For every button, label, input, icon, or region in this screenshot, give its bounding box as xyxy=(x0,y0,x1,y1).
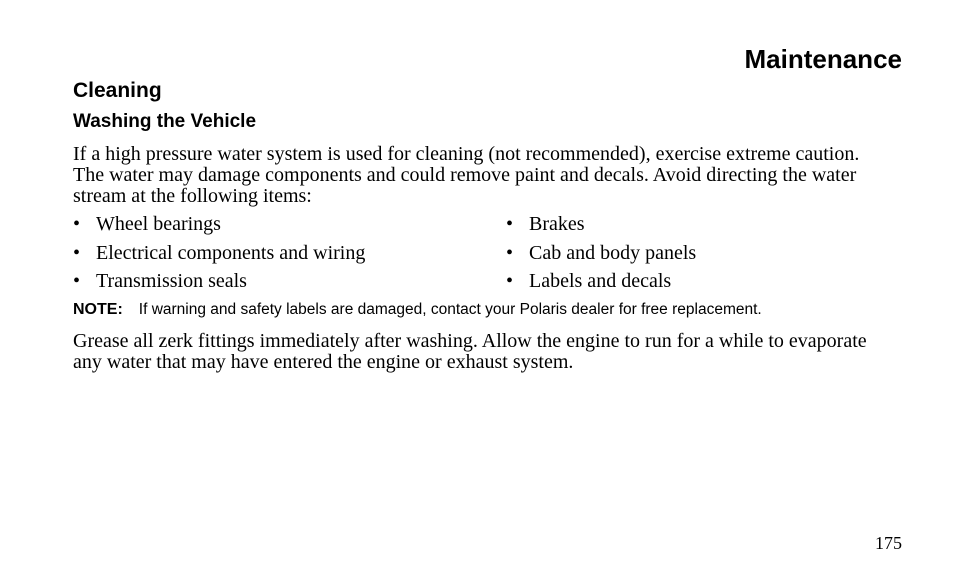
list-item xyxy=(506,270,886,299)
list-item-text: Labels and decals xyxy=(529,270,672,292)
intro-paragraph: If a high pressure water system is used for cleaning (not recommended), exercise extreme caution. The water may damage components and could remove paint and decals. Avoid directing the water stream at the following items: xyxy=(73,143,860,207)
bullet-list xyxy=(73,213,893,299)
list-item xyxy=(506,242,886,271)
bullet-marker: • xyxy=(73,270,81,292)
note-text: If warning and safety labels are damaged, contact your Polaris dealer for free replacement. xyxy=(138,301,762,318)
list-item-text: Wheel bearings xyxy=(96,213,221,235)
list-item-text: Transmission seals xyxy=(96,270,247,292)
list-item-text: Brakes xyxy=(529,213,585,235)
bullet-marker: • xyxy=(73,213,81,235)
note xyxy=(73,301,913,319)
list-item xyxy=(73,242,506,271)
closing-paragraph: Grease all zerk fittings immediately after washing. Allow the engine to run for a while to evaporate any water that may have entered the engine or exhaust system. xyxy=(73,330,867,373)
list-item xyxy=(73,213,506,242)
list-item-text: Electrical components and wiring xyxy=(96,241,366,264)
page-number: 175 xyxy=(875,533,902,553)
bullet-marker: • xyxy=(506,270,514,292)
list-item xyxy=(73,270,506,299)
bullet-marker: • xyxy=(506,213,514,235)
bullet-marker: • xyxy=(506,241,514,264)
list-item-text: Cab and body panels xyxy=(529,241,697,264)
section-heading: Cleaning xyxy=(73,79,162,102)
bullet-marker: • xyxy=(73,241,81,264)
chapter-title: Maintenance xyxy=(744,44,902,74)
note-label: NOTE: xyxy=(73,301,123,318)
sub-heading: Washing the Vehicle xyxy=(73,111,257,132)
list-item xyxy=(506,213,886,242)
